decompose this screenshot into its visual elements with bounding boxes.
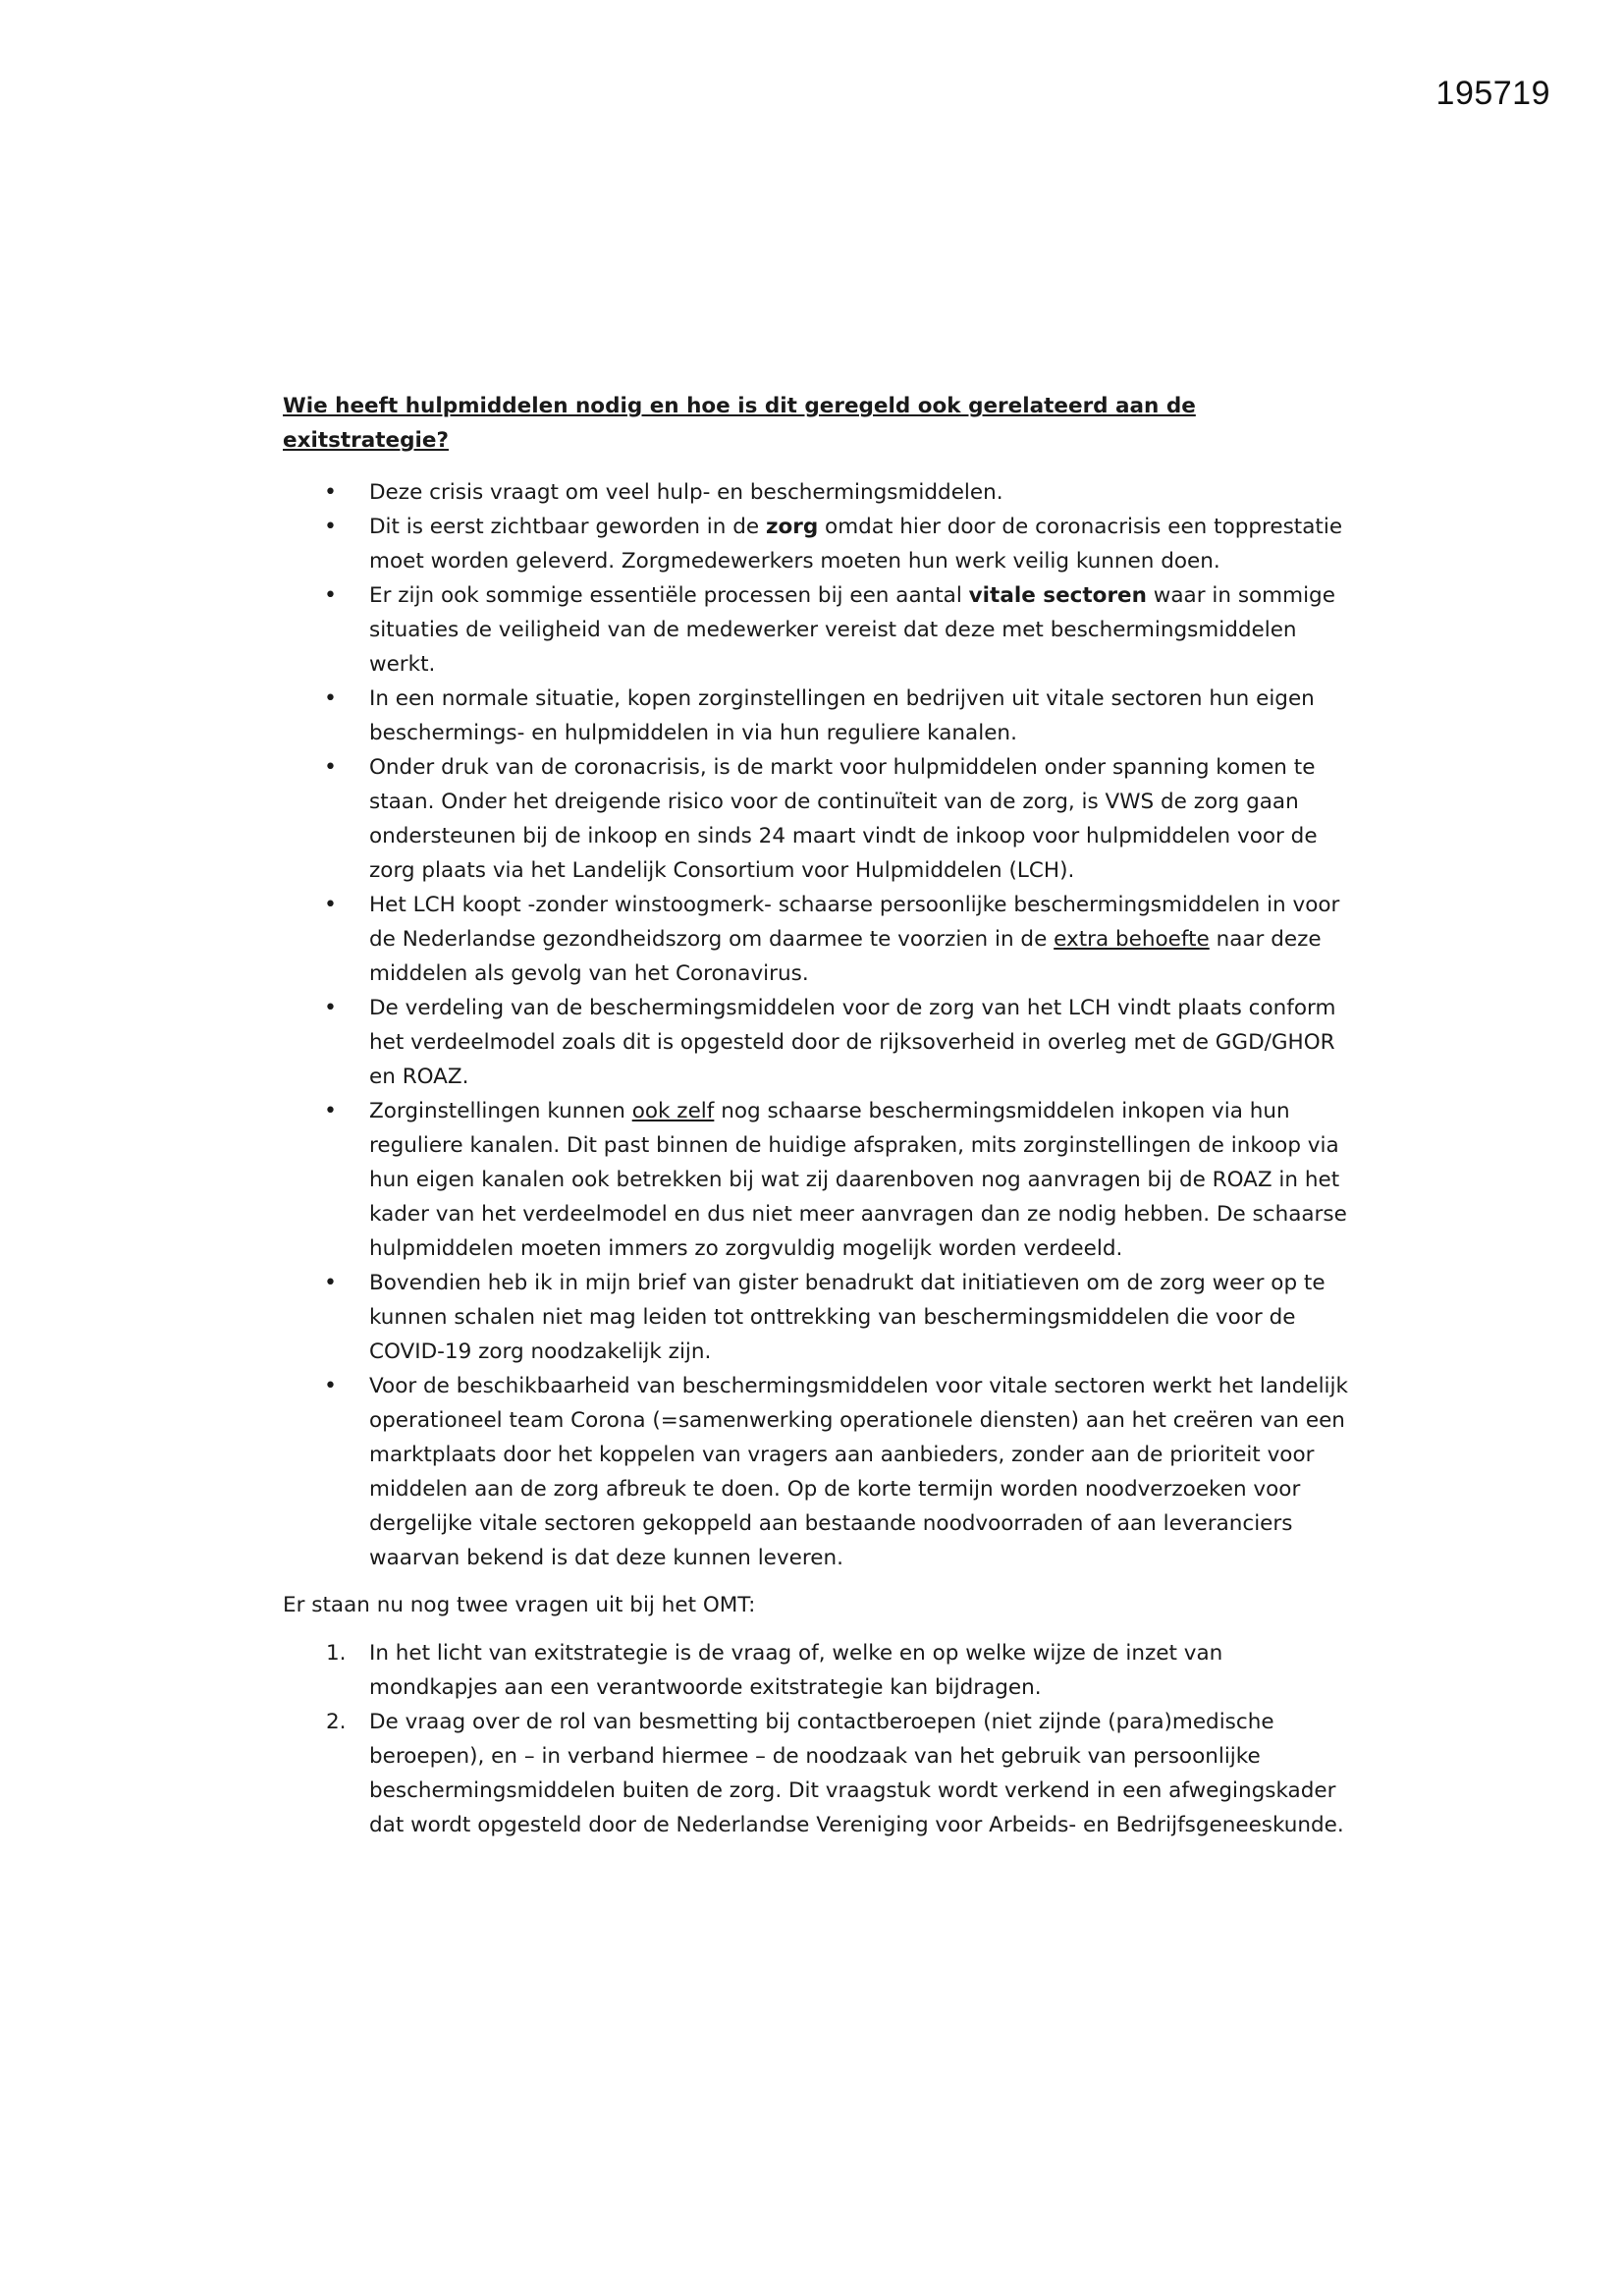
document-body: [283, 389, 1353, 1842]
numbered-item: 2. De vraag over de rol van besmetting bij contactberoepen (niet zijnde (para)medische beroepen), en – in verband hiermee – de noodzaak van het gebruik van persoonlijke beschermingsmiddelen buiten de zorg. Dit vraagstuk wordt verkend in een afwegingskader dat wordt opgesteld door de Nederlandse Vereniging voor Arbeids- en Bedrijfsgeneeskunde.: [283, 1705, 1353, 1842]
item-number: 1.: [326, 1641, 347, 1666]
section-heading: Wie heeft hulpmiddelen nodig en hoe is dit geregeld ook gerelateerd aan de exitstrategie?: [283, 394, 1196, 453]
bullet-item: • Onder druk van de coronacrisis, is de markt voor hulpmiddelen onder spanning komen te staan. Onder het dreigende risico voor de continuïteit van de zorg, is VWS de zorg gaan ondersteunen bij de inkoop en sinds 24 maart vindt de inkoop voor hulpmiddelen voor de zorg plaats via het Landelijk Consortium voor Hulpmiddelen (LCH).: [283, 750, 1353, 888]
bullet-item: • In een normale situatie, kopen zorginstellingen en bedrijven uit vitale sectoren hun eigen beschermings- en hulpmiddelen in via hun reguliere kanalen.: [283, 682, 1353, 750]
bold-term: vitale sectoren: [968, 583, 1147, 608]
bullet-item: • Deze crisis vraagt om veel hulp- en beschermingsmiddelen.: [283, 475, 1353, 510]
questions-intro: Er staan nu nog twee vragen uit bij het OMT:: [283, 1593, 756, 1617]
bullet-item: • Bovendien heb ik in mijn brief van gister benadrukt dat initiatieven om de zorg weer op te kunnen schalen niet mag leiden tot onttrekking van beschermingsmiddelen die voor de COVID-19 zorg noodzakelijk zijn.: [283, 1266, 1353, 1369]
underlined-term: extra behoefte: [1054, 927, 1210, 952]
underlined-term: ook zelf: [631, 1099, 715, 1123]
bullet-item: • Dit is eerst zichtbaar geworden in de zorg omdat hier door de coronacrisis een topprestatie moet worden geleverd. Zorgmedewerkers moeten hun werk veilig kunnen doen.: [283, 510, 1353, 578]
bold-term: zorg: [765, 515, 819, 539]
bullet-item: • Zorginstellingen kunnen ook zelf nog schaarse beschermingsmiddelen inkopen via hun reguliere kanalen. Dit past binnen de huidige afspraken, mits zorginstellingen de inkoop via hun eigen kanalen ook betrekken bij wat zij daarenboven nog aanvragen bij de ROAZ in het kader van het verdeelmodel en dus niet meer aanvragen dan ze nodig hebben. De schaarse hulpmiddelen moeten immers zo zorgvuldig mogelijk worden verdeeld.: [283, 1094, 1353, 1266]
bullet-item: • Het LCH koopt -zonder winstoogmerk- schaarse persoonlijke beschermingsmiddelen in voor de Nederlandse gezondheidszorg om daarmee te voorzien in de extra behoefte naar deze middelen als gevolg van het Coronavirus.: [283, 888, 1353, 991]
document-number: 195719: [1435, 75, 1550, 112]
numbered-item: 1. In het licht van exitstrategie is de vraag of, welke en op welke wijze de inzet van mondkapjes aan een verantwoorde exitstrategie kan bijdragen.: [283, 1636, 1353, 1705]
bullet-item: • De verdeling van de beschermingsmiddelen voor de zorg van het LCH vindt plaats conform het verdeelmodel zoals dit is opgesteld door de rijksoverheid in overleg met de GGD/GHOR en ROAZ.: [283, 991, 1353, 1094]
bullet-list: [283, 475, 1353, 1575]
item-number: 2.: [326, 1710, 347, 1734]
numbered-list: [283, 1636, 1353, 1842]
bullet-item: • Voor de beschikbaarheid van beschermingsmiddelen voor vitale sectoren werkt het landelijk operationeel team Corona (=samenwerking operationele diensten) aan het creëren van een marktplaats door het koppelen van vragers aan aanbieders, zonder aan de prioriteit voor middelen aan de zorg afbreuk te doen. Op de korte termijn worden noodverzoeken voor dergelijke vitale sectoren gekoppeld aan bestaande noodvoorraden of aan leveranciers waarvan bekend is dat deze kunnen leveren.: [283, 1369, 1353, 1575]
bullet-item: • Er zijn ook sommige essentiële processen bij een aantal vitale sectoren waar in sommige situaties de veiligheid van de medewerker vereist dat deze met beschermingsmiddelen werkt.: [283, 578, 1353, 682]
